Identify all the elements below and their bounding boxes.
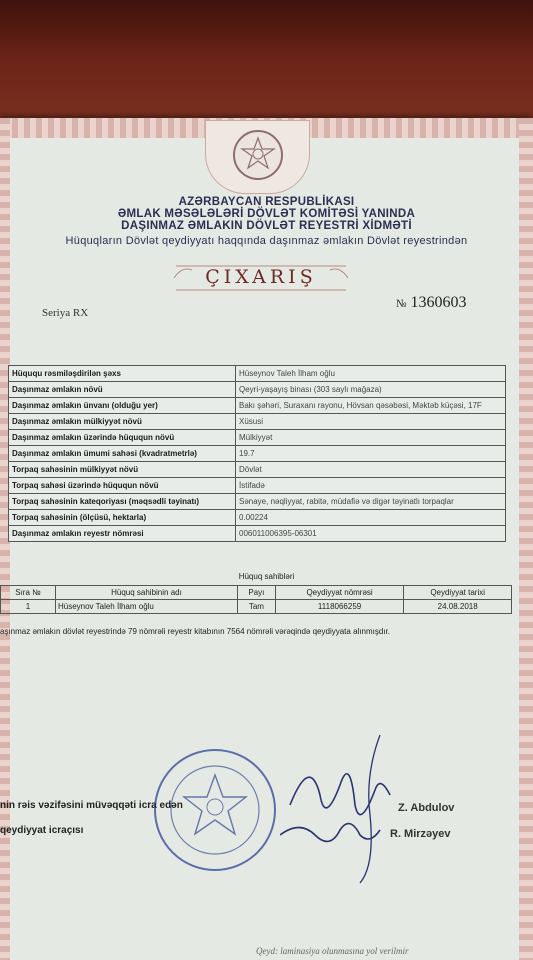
rights-column-header: Qeydiyyat tarixi <box>404 586 512 600</box>
property-row <box>9 510 506 526</box>
property-field-label: Daşınmaz əmlakın mülkiyyət növü <box>9 414 236 430</box>
property-field-label: Torpaq sahəsinin mülkiyyət növü <box>9 462 236 478</box>
property-row <box>9 462 506 478</box>
rights-cell: 1118066259 <box>275 600 403 614</box>
property-field-label: Hüququ rəsmiləşdirilən şəxs <box>9 366 236 382</box>
document-title: ÇIXARIŞ <box>205 266 317 288</box>
wood-background <box>0 0 533 130</box>
property-field-label: Torpaq sahəsinin (ölçüsü, hektarla) <box>9 510 236 526</box>
header-line-3: DAŞINMAZ ƏMLAKIN DÖVLƏT REYESTRİ XİDMƏTİ <box>121 220 412 232</box>
signatory-name-1: Z. Abdulov <box>398 802 455 814</box>
property-row <box>9 430 506 446</box>
property-details-table <box>8 365 506 542</box>
rights-cell: 1 <box>1 600 56 614</box>
signature-role-2: qeydiyyat icraçısı <box>0 825 84 836</box>
rights-row <box>1 600 512 614</box>
rights-cell: Tam <box>237 600 275 614</box>
property-field-value: 0.00224 <box>236 510 506 526</box>
property-field-value: Sənaye, nəqliyyat, rabitə, müdafiə və digər təyinatlı torpaqlar <box>236 494 506 510</box>
rights-holders-title: Hüquq sahibləri <box>238 572 295 581</box>
rights-cell: Hüseynov Taleh İlham oğlu <box>55 600 237 614</box>
rights-column-header: Hüquq sahibinin adı <box>55 586 237 600</box>
property-field-value: Hüseynov Taleh İlham oğlu <box>236 366 506 382</box>
property-field-value: Qeyri-yaşayış binası (303 saylı mağaza) <box>236 382 506 398</box>
property-field-label: Daşınmaz əmlakın növü <box>9 382 236 398</box>
rights-holders-table <box>0 585 512 614</box>
rights-column-header: Payı <box>237 586 275 600</box>
state-emblem-icon <box>233 130 283 180</box>
number-sign: № <box>396 298 407 310</box>
rights-column-header: Sıra № <box>1 586 56 600</box>
property-row <box>9 398 506 414</box>
footer-note: Qeyd: laminasiya olunmasına yol verilmir <box>256 946 409 956</box>
rights-cell: 24.08.2018 <box>404 600 512 614</box>
header-line-4: Hüquqların Dövlət qeydiyyatı haqqında daşınmaz əmlakın Dövlət reyestrindən <box>65 235 468 247</box>
property-field-value: Bakı şəhəri, Suraxanı rayonu, Hövsan qəsəbəsi, Məktəb küçəsi, 17F <box>236 398 506 414</box>
property-row <box>9 446 506 462</box>
signature-role-1: nin rəis vəzifəsini müvəqqəti icra edən <box>0 800 183 811</box>
property-field-value: Mülkiyyət <box>236 430 506 446</box>
property-row <box>9 414 506 430</box>
property-field-value: 19.7 <box>236 446 506 462</box>
registry-note: aşınmaz əmlakın dövlət reyestrində 79 nömrəli reyestr kitabının 7564 nömrəli vərəqində qeydiyyata alınmışdır. <box>0 627 390 636</box>
property-field-value: 006011006395-06301 <box>236 526 506 542</box>
property-row <box>9 526 506 542</box>
document-number-value: 1360603 <box>410 294 467 311</box>
property-field-label: Torpaq sahəsi üzərində hüququn növü <box>9 478 236 494</box>
property-row <box>9 366 506 382</box>
header-line-1: AZƏRBAYCAN RESPUBLİKASI <box>178 196 355 208</box>
property-field-label: Torpaq sahəsinin kateqoriyası (məqsədli təyinatı) <box>9 494 236 510</box>
property-field-value: İstifadə <box>236 478 506 494</box>
series-label: Seriya RX <box>42 307 89 319</box>
property-field-value: Xüsusi <box>236 414 506 430</box>
property-field-label: Daşınmaz əmlakın üzərində hüququn növü <box>9 430 236 446</box>
signatory-name-2: R. Mirzəyev <box>390 828 451 840</box>
property-field-label: Daşınmaz əmlakın reyestr nömrəsi <box>9 526 236 542</box>
header-line-2: ƏMLAK MƏSƏLƏLƏRİ DÖVLƏT KOMİTƏSİ YANINDA <box>117 208 416 220</box>
property-row <box>9 382 506 398</box>
property-row <box>9 478 506 494</box>
property-field-value: Dövlət <box>236 462 506 478</box>
property-field-label: Daşınmaz əmlakın ümumi sahəsi (kvadratmetrlə) <box>9 446 236 462</box>
document-number <box>396 294 467 312</box>
property-field-label: Daşınmaz əmlakın ünvanı (olduğu yer) <box>9 398 236 414</box>
rights-column-header: Qeydiyyat nömrəsi <box>275 586 403 600</box>
property-row <box>9 494 506 510</box>
